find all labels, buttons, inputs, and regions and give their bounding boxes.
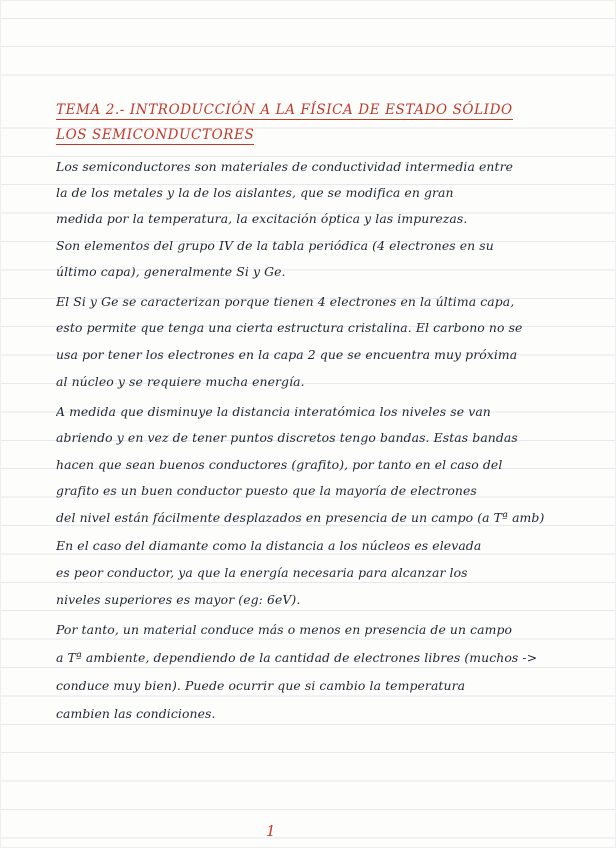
text-line: abriendo y en vez de tener puntos discretos tengo bandas. Estas bandas [56, 430, 518, 445]
page-title [56, 102, 513, 118]
text-line: a Tª ambiente, dependiendo de la cantidad de electrones libres (muchos -> [56, 650, 538, 665]
text-line: cambien las condiciones. [56, 706, 216, 721]
text-line: la de los metales y la de los aislantes, que se modifica en gran [56, 185, 454, 200]
text-line: último capa), generalmente Si y Ge. [56, 264, 286, 279]
text-line: Los semiconductores son materiales de conductividad intermedia entre [56, 159, 514, 174]
text-line: grafito es un buen conductor puesto que la mayoría de electrones [56, 483, 477, 498]
text-line: En el caso del diamante como la distancia a los núcleos es elevada [56, 538, 482, 553]
text-line: esto permite que tenga una cierta estructura cristalina. El carbono no se [56, 320, 523, 335]
text-line: Por tanto, un material conduce más o menos en presencia de un campo [56, 622, 513, 637]
text-line: del nivel están fácilmente desplazados en presencia de un campo (a Tª amb) [56, 510, 545, 525]
text-line: A medida que disminuye la distancia interatómica los niveles se van [56, 404, 491, 419]
subtitle-text: LOS SEMICONDUCTORES [56, 127, 255, 143]
page-subtitle [56, 127, 254, 143]
title-text: TEMA 2.- INTRODUCCIÓN A LA FÍSICA DE ESTADO SÓLIDO [56, 102, 513, 118]
text-line: es peor conductor, ya que la energía necesaria para alcanzar los [56, 565, 468, 580]
text-line: conduce muy bien). Puede ocurrir que si cambio la temperatura [56, 678, 466, 693]
text-line: niveles superiores es mayor (eg: 6eV). [56, 592, 301, 607]
text-line: El Si y Ge se caracterizan porque tienen 4 electrones en la última capa, [56, 294, 515, 309]
text-line: medida por la temperatura, la excitación óptica y las impurezas. [56, 211, 468, 226]
page-number: 1 [266, 822, 276, 840]
text-line: Son elementos del grupo IV de la tabla periódica (4 electrones en su [56, 238, 494, 253]
text-line: usa por tener los electrones en la capa 2 que se encuentra muy próxima [56, 347, 518, 362]
text-line: hacen que sean buenos conductores (grafito), por tanto en el caso del [56, 457, 503, 472]
text-line: al núcleo y se requiere mucha energía. [56, 374, 305, 389]
